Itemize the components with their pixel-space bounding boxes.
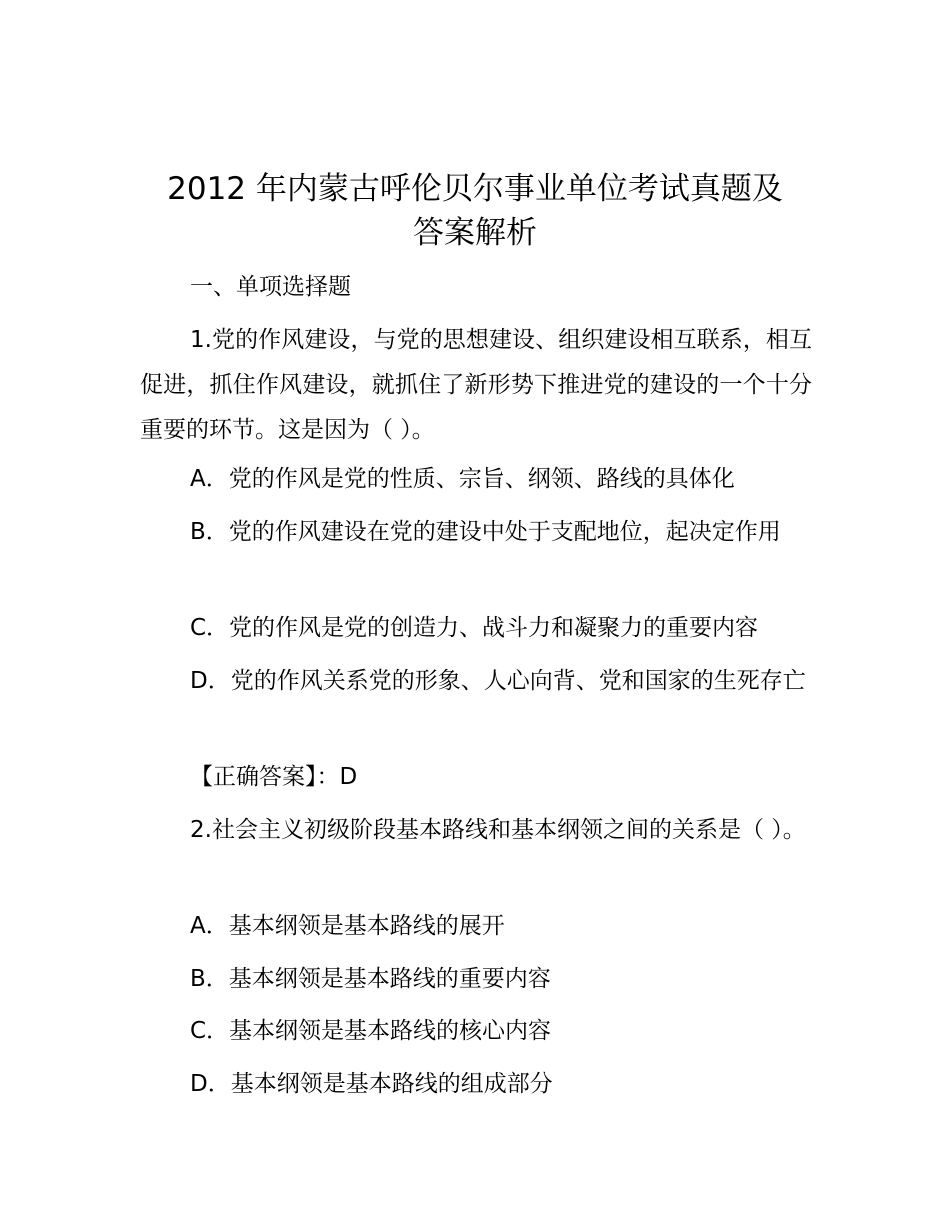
question-1-option-a: A．党的作风是党的性质、宗旨、纲领、路线的具体化 — [190, 466, 735, 492]
question-1-stem: 1.党的作风建设，与党的思想建设、组织建设相互联系，相互促进，抓住作风建设，就抓住了新形势下推进党的建设的一个十分重要的环节。这是因为（ ）。 — [140, 327, 812, 443]
question-2-stem: 2.社会主义初级阶段基本路线和基本纲领之间的关系是（ ）。 — [190, 817, 806, 843]
question-2-option-a: A．基本纲领是基本路线的展开 — [190, 913, 505, 939]
document-title-line-2: 答案解析 — [413, 215, 537, 251]
question-2-option-d: D．基本纲领是基本路线的组成部分 — [190, 1071, 553, 1097]
question-2-option-c: C．基本纲领是基本路线的核心内容 — [190, 1018, 552, 1044]
question-1-option-d: D．党的作风关系党的形象、人心向背、党和国家的生死存亡 — [190, 668, 806, 694]
question-1-answer: 【正确答案】：D — [190, 764, 358, 790]
document-title-line-1: 2012 年内蒙古呼伦贝尔事业单位考试真题及 — [167, 171, 783, 207]
question-1-option-c: C．党的作风是党的创造力、战斗力和凝聚力的重要内容 — [190, 615, 759, 641]
question-1-option-b: B．党的作风建设在党的建设中处于支配地位，起决定作用 — [190, 519, 781, 545]
question-2-option-b: B．基本纲领是基本路线的重要内容 — [190, 966, 551, 992]
section-heading: 一、单项选择题 — [190, 274, 351, 300]
